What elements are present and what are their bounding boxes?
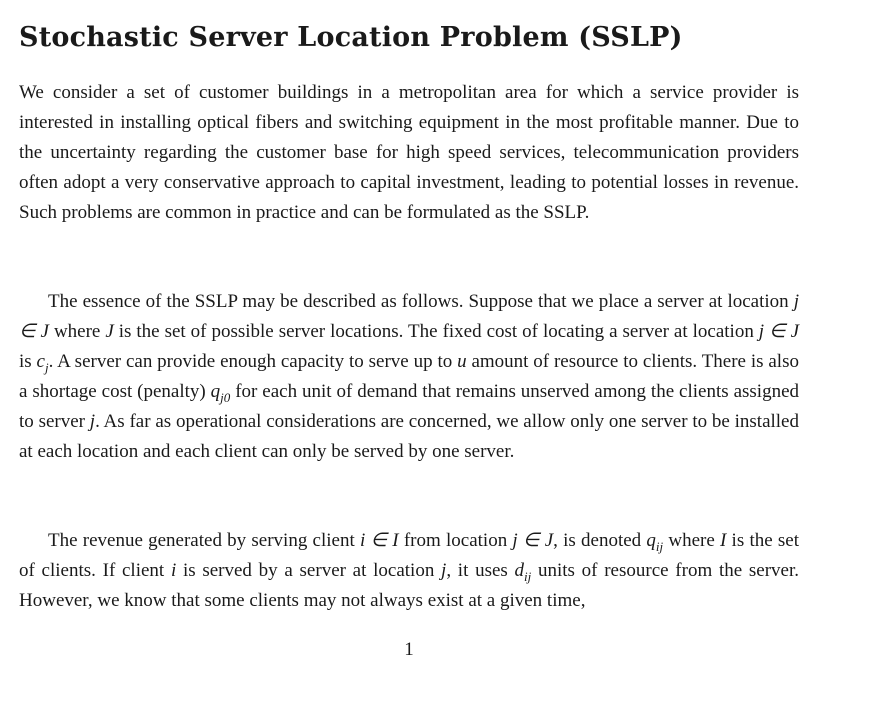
text-run: is served by a server at location xyxy=(176,560,442,581)
paragraph-essence xyxy=(19,287,799,467)
text-run: where xyxy=(48,321,106,342)
math-inline: j xyxy=(89,411,96,432)
math-inline: d xyxy=(514,560,525,581)
math-inline: q xyxy=(646,530,656,551)
text-run: , it uses xyxy=(446,560,515,581)
text-run: , is denoted xyxy=(553,530,647,551)
paragraph-text: We consider a set of customer buildings in a metropolitan area for which a service provider is interested in installing optical fibers and switching equipment in the most profitable manner. Due to the uncertainty regarding the customer base for high speed services, telecommunication providers often adopt a very conservative approach to capital investment, leading to potential losses in revenue. Such problems are common in practice and can be formulated as the SSLP. xyxy=(19,82,799,223)
math-inline: j ∈ J xyxy=(512,530,554,551)
text-run: amount of resource to clients. There is also a shortage cost (penalty) xyxy=(19,351,799,402)
section-title: Stochastic Server Location Problem (SSLP) xyxy=(19,22,683,53)
text-run: . As far as operational considerations are concerned, we allow only one server to be installed at each location and each client can only be served by one server. xyxy=(19,411,799,462)
paragraph-intro xyxy=(19,78,799,228)
page-number: 1 xyxy=(404,639,414,660)
math-subscript: ij xyxy=(655,538,664,554)
text-run: is the set of possible server locations. The fixed cost of locating a server at location xyxy=(113,321,759,342)
math-inline: j xyxy=(441,560,447,581)
text-run: for each unit of demand that remains unserved among the clients assigned to server xyxy=(19,381,799,432)
math-inline: q xyxy=(210,381,221,402)
math-inline: J xyxy=(105,321,114,342)
math-inline: j ∈ J xyxy=(19,291,799,342)
math-inline: I xyxy=(720,530,727,551)
math-subscript: j0 xyxy=(220,389,231,405)
text-run: is xyxy=(19,351,37,372)
paragraph-revenue xyxy=(19,526,799,616)
text-run: where xyxy=(663,530,720,551)
math-inline: u xyxy=(457,351,467,372)
text-run: units of resource from the server. However, we know that some clients may not always exist at a given time, xyxy=(19,560,800,611)
math-inline: i ∈ I xyxy=(360,530,399,551)
text-run: is the set of clients. If client xyxy=(19,530,799,581)
text-run: The essence of the SSLP may be described as follows. Suppose that we place a server at location xyxy=(48,291,794,312)
text-run: . A server can provide enough capacity to serve up to xyxy=(48,351,458,372)
math-inline: j ∈ J xyxy=(758,321,800,342)
text-run: The revenue generated by serving client xyxy=(48,530,360,551)
math-subscript: ij xyxy=(524,568,532,584)
text-run: from location xyxy=(398,530,513,551)
math-inline: i xyxy=(170,560,177,581)
math-subscript: j xyxy=(44,359,49,375)
math-inline: c xyxy=(36,351,45,372)
